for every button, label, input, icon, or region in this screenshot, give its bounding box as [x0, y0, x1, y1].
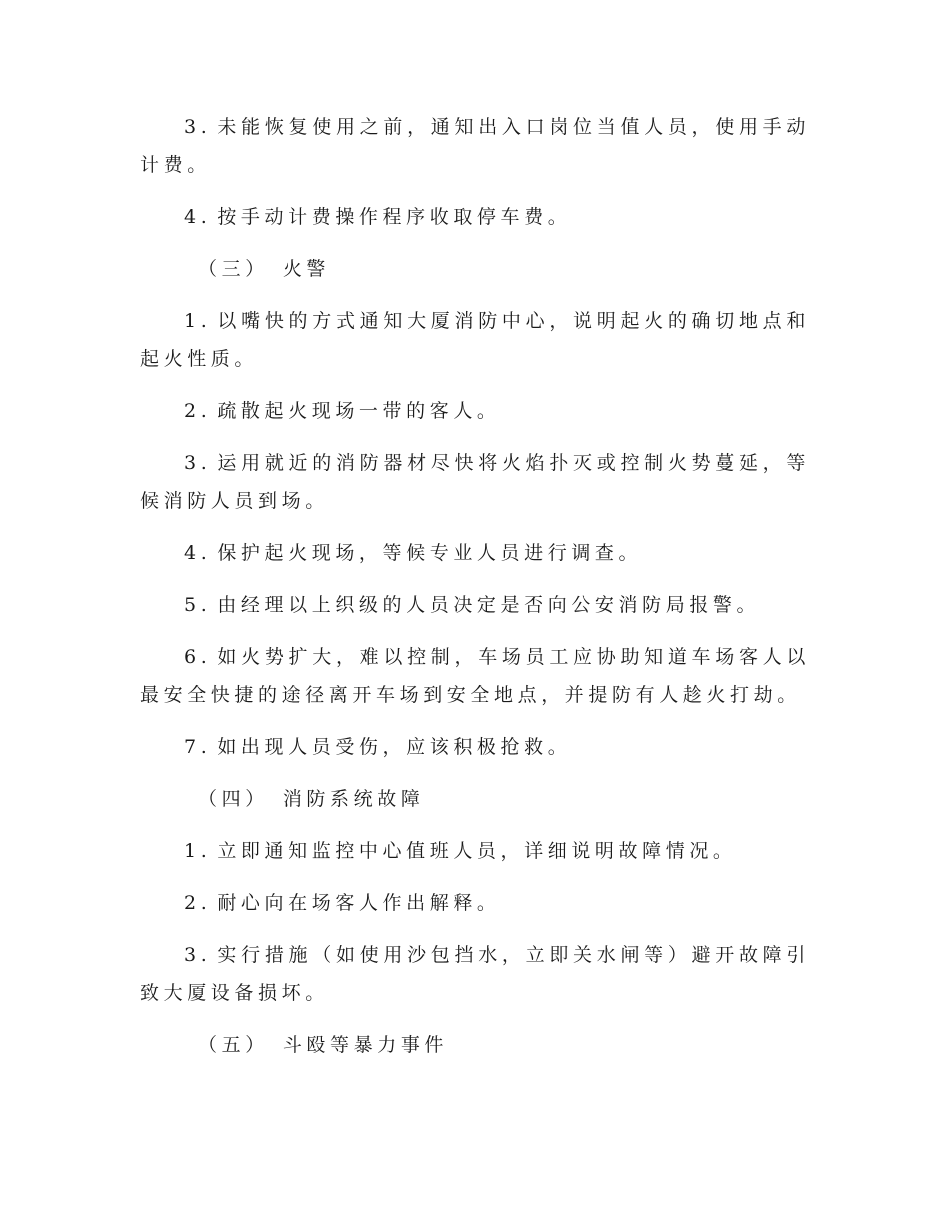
item-text: 耐心向在场客人作出解释。 [217, 892, 501, 914]
item-number: 7. [184, 736, 212, 758]
item-number: 1. [184, 840, 212, 862]
list-item [140, 728, 810, 766]
item-number: 3. [184, 452, 212, 474]
section-title: 火警 [282, 258, 331, 280]
item-text: 保护起火现场，等候专业人员进行调查。 [217, 542, 643, 564]
section-heading-fire-system-fault [140, 780, 810, 818]
section-title: 斗殴等暴力事件 [282, 1034, 449, 1056]
item-text: 立即通知监控中心值班人员，详细说明故障情况。 [217, 840, 737, 862]
list-item [140, 392, 810, 430]
section-title: 消防系统故障 [282, 788, 425, 810]
item-text: 按手动计费操作程序收取停车费。 [217, 206, 572, 228]
list-item [140, 832, 810, 870]
item-text: 运用就近的消防器材尽快将火焰扑灭或控制火势蔓延，等候消防人员到场。 [140, 452, 810, 512]
section-number: （三） [198, 258, 269, 280]
list-item [140, 884, 810, 922]
item-number: 6. [184, 646, 212, 668]
item-text: 以嘴快的方式通知大厦消防中心，说明起火的确切地点和起火性质。 [140, 310, 810, 370]
list-item [140, 198, 810, 236]
section-heading-violence [140, 1026, 810, 1064]
item-number: 2. [184, 400, 212, 422]
item-text: 实行措施（如使用沙包挡水，立即关水闸等）避开故障引致大厦设备损坏。 [140, 944, 810, 1004]
item-text: 疏散起火现场一带的客人。 [217, 400, 501, 422]
item-number: 2. [184, 892, 212, 914]
item-number: 3. [184, 944, 212, 966]
list-item [140, 586, 810, 624]
list-item [140, 638, 810, 714]
list-item [140, 936, 810, 1012]
item-number: 1. [184, 310, 212, 332]
list-item [140, 444, 810, 520]
section-number: （五） [198, 1034, 269, 1056]
item-text: 未能恢复使用之前，通知出入口岗位当值人员，使用手动计费。 [140, 116, 810, 176]
list-item [140, 302, 810, 378]
item-number: 5. [184, 594, 212, 616]
item-text: 如火势扩大，难以控制，车场员工应协助知道车场客人以最安全快捷的途径离开车场到安全地点，并提防有人趁火打劫。 [140, 646, 810, 706]
list-item [140, 108, 810, 184]
item-text: 由经理以上织级的人员决定是否向公安消防局报警。 [217, 594, 761, 616]
item-text: 如出现人员受伤，应该积极抢救。 [217, 736, 572, 758]
item-number: 3. [184, 116, 212, 138]
section-heading-fire-alarm [140, 250, 810, 288]
section-number: （四） [198, 788, 269, 810]
list-item [140, 534, 810, 572]
item-number: 4. [184, 206, 212, 228]
document-body [140, 108, 810, 1078]
item-number: 4. [184, 542, 212, 564]
